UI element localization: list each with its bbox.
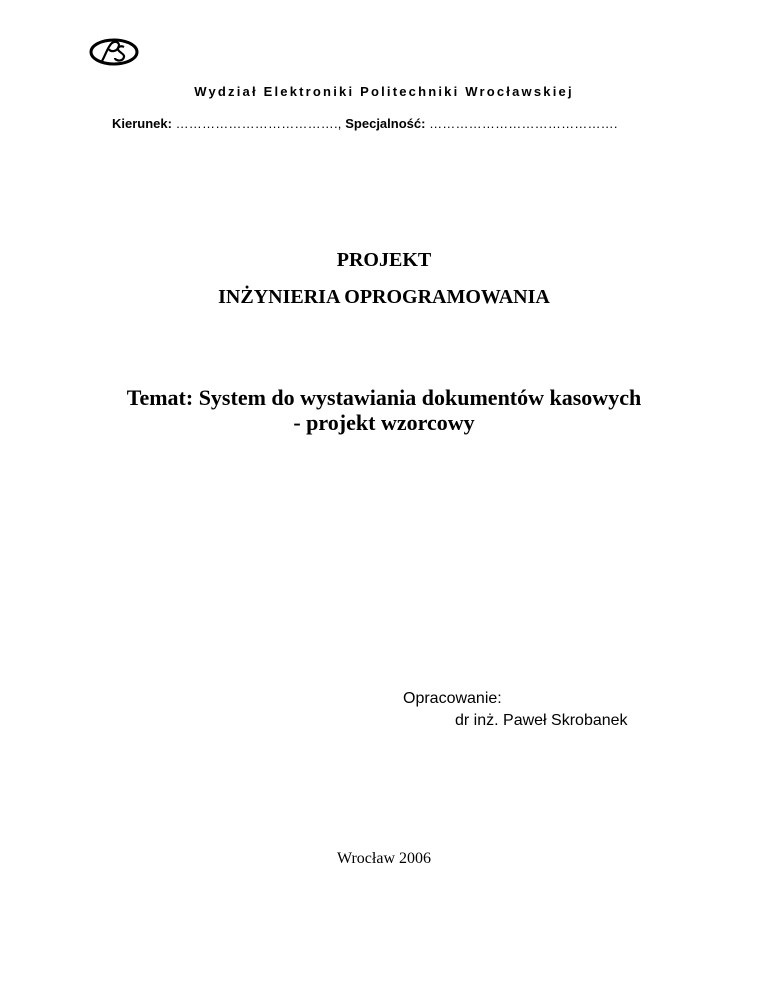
prepared-by-label: Opracowanie:: [403, 690, 502, 707]
topic-line-1: Temat: System do wystawiania dokumentów kasowych: [126, 385, 642, 410]
major-label: Kierunek:: [112, 116, 172, 131]
specialty-label: Specjalność:: [345, 116, 426, 131]
document-type: PROJEKT: [336, 249, 432, 271]
course-name: INŻYNIERIA OPROGRAMOWANIA: [218, 286, 550, 308]
university-logo-icon: [88, 36, 140, 68]
topic-line-2: - projekt wzorcowy: [293, 410, 475, 435]
specialty-field: …………………………………….: [429, 116, 618, 131]
place-and-year: Wrocław 2006: [337, 850, 431, 867]
author-name: dr inż. Paweł Skrobanek: [455, 712, 628, 729]
fields-line: [112, 116, 618, 131]
major-field: ……………………………….,: [175, 116, 342, 131]
faculty-name: Wydział Elektroniki Politechniki Wrocławskiej: [194, 84, 574, 99]
